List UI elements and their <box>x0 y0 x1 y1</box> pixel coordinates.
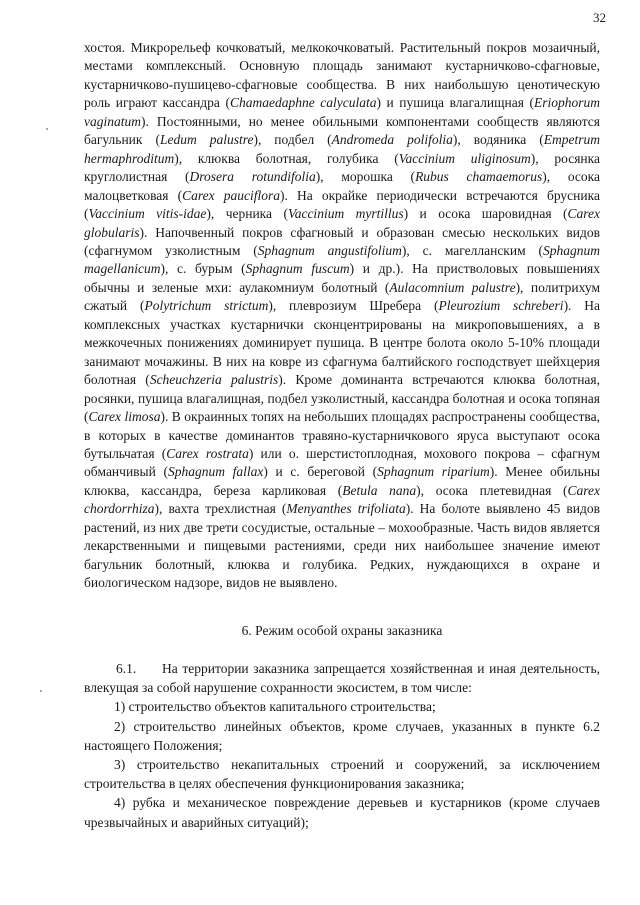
latin-species-name: Vaccinium uliginosum <box>398 150 531 166</box>
latin-species-name: Carex rostrata <box>166 445 249 461</box>
latin-species-name: Polytrichum strictum <box>144 298 269 314</box>
text-run: ), осока плетевидная ( <box>416 482 568 498</box>
text-run: ). На окрайке периодически встречаются брусника ( <box>84 187 600 222</box>
text-run: ). Постоянными, но менее обильными компонентами сообществ являются багульник ( <box>84 113 600 148</box>
latin-species-name: Drosera rotundifolia <box>189 169 316 185</box>
text-run: хостоя. Микрорельеф кочковатый, мелкокочковатый. Растительный покров мозаичный, местами комплексный. Основную площадь занимают кустарничково-сфагновые, кустарничково-пушицево-сфагновые сообщества. В них наибольшую ценотическую роль играют кассандра ( <box>84 40 600 111</box>
text-run: ), политрихум сжатый ( <box>84 279 600 314</box>
text-run: ), с. бурым ( <box>160 261 246 277</box>
latin-species-name: Chamaedaphne calyculata <box>229 95 377 111</box>
text-run: ), с. магелланским ( <box>401 242 543 258</box>
body-paragraph <box>84 39 600 593</box>
text-run: ), морошка ( <box>315 169 416 185</box>
latin-species-name: Sphagnum fallax <box>167 464 264 480</box>
latin-species-name: Sphagnum riparium <box>377 464 490 480</box>
list-item: 3) строительство некапитальных строений и сооружений, за исключением строительства в целях обеспечения функционирования заказника; <box>84 757 600 792</box>
text-run: ). В окраинных топях на небольших площадях распространены сообщества, в которых в качестве доминантов травяно-кустарничкового яруса выступают осока бутыльчатая ( <box>84 409 600 461</box>
clause-6-1 <box>84 659 600 697</box>
latin-species-name: Andromeda polifolia <box>331 132 453 148</box>
latin-species-name: Sphagnum fuscum <box>245 261 350 277</box>
latin-species-name: Ledum palustre <box>159 132 254 148</box>
species-description-paragraph <box>84 39 600 593</box>
latin-species-name: Aulacomnium palustre <box>389 279 516 295</box>
text-run: ), плеврозиум Шребера ( <box>268 298 439 314</box>
list-item: 2) строительство линейных объектов, кроме случаев, указанных в пункте 6.2 настоящего Положения; <box>84 718 600 753</box>
latin-species-name: Carex globularis <box>84 206 600 240</box>
text-run: ) и осока шаровидная ( <box>403 206 568 222</box>
text-run: ) и с. береговой ( <box>263 464 378 480</box>
latin-species-name: Carex pauciflora <box>182 187 280 203</box>
text-run: ). На комплексных участках кустарнички сконцентрированы на микроповышениях, а в межкочечных понижениях доминирует пушица. В центре болота около 5-10% площади занимают мочажины. В них на ковре из сфагнума балтийского господствует шейхцерия болотная ( <box>84 298 601 388</box>
scan-speck <box>46 128 48 130</box>
text-run: ). На болоте выявлено 45 видов растений, из них две трети сосудистые, остальные – мохообразные. Часть видов является лекарственными и пищевыми растениями, среди них наибольшее значение имеют багульник болотный, клюква и голубика. Редких, нуждающихся в охране и биологическом надзоре, видов не выявлено. <box>84 501 600 591</box>
latin-species-name: Sphagnum angustifolium <box>257 242 402 258</box>
section-heading: 6. Режим особой охраны заказника <box>241 623 443 638</box>
list-item: 4) рубка и механическое повреждение деревьев и кустарников (кроме случаев чрезвычайных и аварийных ситуаций); <box>84 795 600 830</box>
text-run: ), водяника ( <box>452 132 544 148</box>
clause-number: 6.1. <box>116 661 137 676</box>
list-item: 1) строительство объектов капитального строительства; <box>114 699 436 715</box>
text-run: ), осока малоцветковая ( <box>84 169 601 203</box>
section-body <box>84 659 600 832</box>
page-number: 32 <box>593 10 606 25</box>
latin-species-name: Menyanthes trifoliata <box>286 501 406 517</box>
text-run: ), подбел ( <box>253 132 332 148</box>
text-run: ). Менее обильны клюква, кассандра, береза карликовая ( <box>84 464 600 498</box>
text-run: ). Напочвенный покров сфагновый и образован смесью нескольких видов (сфагнумом узколистным ( <box>84 224 600 258</box>
latin-species-name: Carex limosa <box>88 409 161 425</box>
text-run: ), клюква болотная, голубика ( <box>174 150 399 166</box>
latin-species-name: Betula nana <box>342 482 417 498</box>
scan-speck <box>40 690 42 692</box>
latin-species-name: Sphagnum magellanicum <box>84 242 600 277</box>
latin-species-name: Pleurozium schreberi <box>438 298 564 314</box>
text-run: ). Кроме доминанта встречаются клюква болотная, росянки, пушица влагалищная, подбел узколистный, кассандра болотная и осока топяная ( <box>84 372 600 425</box>
text-run: ), росянка круглолистная ( <box>84 150 600 185</box>
latin-species-name: Vaccinium myrtillus <box>287 206 404 222</box>
text-run: ) или о. шерстистоплодная, мохового покрова – сфагнум обманчивый ( <box>84 445 600 480</box>
latin-species-name: Vaccinium vitis-idae <box>88 206 207 222</box>
text-run: ) и др.). На пристволовых повышениях обычны и зеленые мхи: аулакомниум болотный ( <box>84 261 601 295</box>
latin-species-name: Rubus chamaemorus <box>415 169 543 185</box>
clause-text: На территории заказника запрещается хозяйственная и иная деятельность, влекущая за собой нарушение сохранности экосистем, в том числе: <box>84 661 600 696</box>
text-run: ) и пушица влагалищная ( <box>376 95 534 111</box>
text-run: ), вахта трехлистная ( <box>154 501 287 517</box>
latin-species-name: Carex chordorrhiza <box>84 482 600 517</box>
latin-species-name: Scheuchzeria palustris <box>149 372 279 388</box>
text-run: ), черника ( <box>206 206 288 222</box>
latin-species-name: Eriophorum vaginatum <box>84 95 600 129</box>
latin-species-name: Empetrum hermaphroditum <box>84 132 601 166</box>
